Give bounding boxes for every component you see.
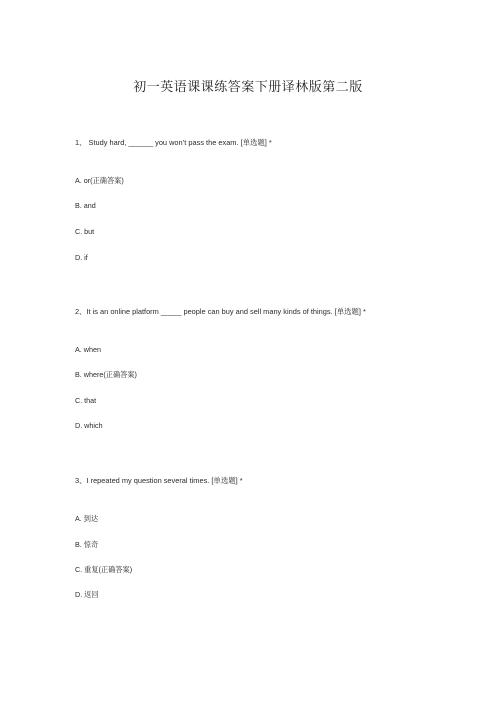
question-1-option-b: B. and [75,201,96,210]
question-3-stem: 3、I repeated my question several times. [单选题] * [75,476,243,485]
question-2-option-c: C. that [75,396,97,405]
question-3-option-b: B. 惊奇 [75,540,99,549]
question-1-option-a: A. or(正确答案) [75,176,124,185]
question-2-stem: 2、It is an online platform _____ people can buy and sell many kinds of things. [单选题] * [75,307,366,316]
question-3-option-a: A. 到达 [75,514,99,523]
question-1-stem: 1、 Study hard, ______ you won’t pass the exam. [单选题] * [75,138,272,147]
question-1-option-c: C. but [75,227,95,236]
question-3-option-d: D. 返回 [75,590,99,599]
question-2-option-d: D. which [75,421,103,430]
question-2-option-a: A. when [75,345,101,354]
question-2-option-b: B. where(正确答案) [75,370,137,379]
document-title: 初一英语课课练答案下册译林版第二版 [133,80,363,95]
question-3-option-c: C. 重复(正确答案) [75,565,133,574]
question-1-option-d: D. if [75,253,88,262]
